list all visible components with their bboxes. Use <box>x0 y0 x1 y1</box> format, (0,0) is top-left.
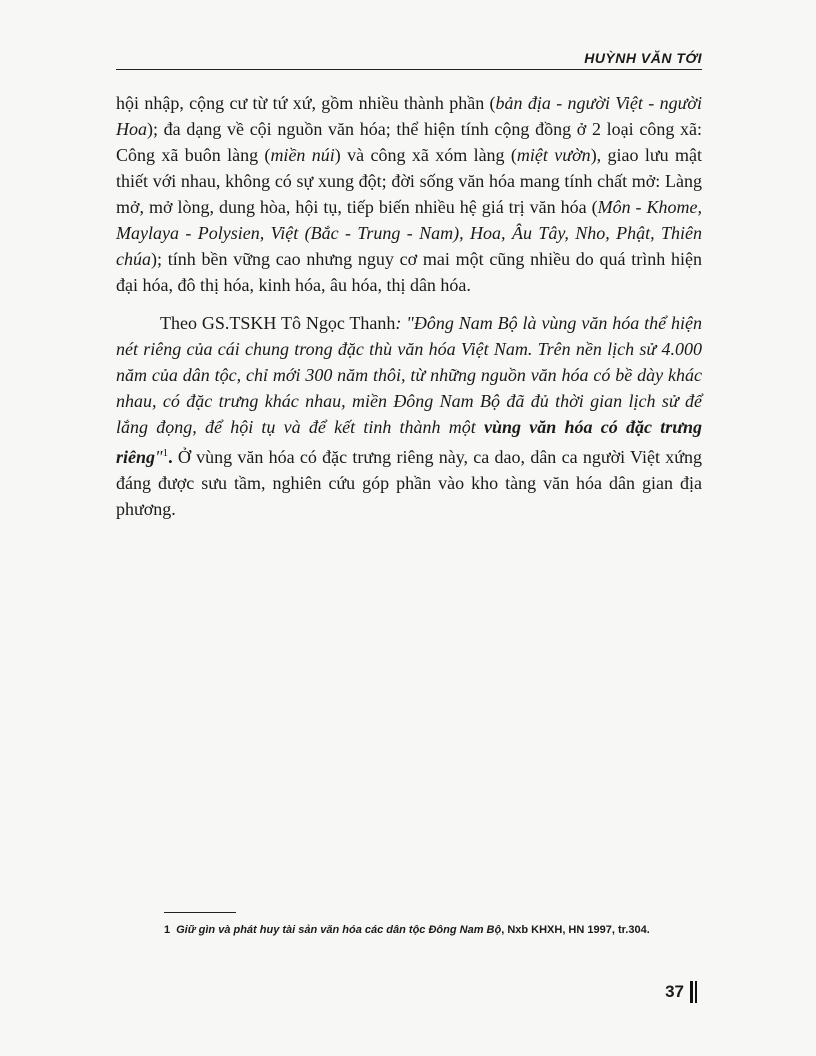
footnote <box>164 922 700 939</box>
italic-run: Môn - Khome, Maylaya - Polysien, Việt (Bắc - Trung - Nam), Hoa, Âu Tây, Nho, Phật, Thiên chúa <box>116 197 703 269</box>
text-run: . <box>168 447 173 467</box>
text-run: ) và công xã xóm làng ( <box>334 145 517 165</box>
footnote-citation: , Nxb KHXH, HN 1997, tr.304. <box>501 924 650 936</box>
italic-run: bản địa - người Việt - người Hoa <box>116 93 702 139</box>
text-run: ), giao lưu mật thiết với nhau, không có sự xung đột; đời sống văn hóa mang tính chất mở: Làng mở, mở lòng, dung hòa, hội tụ, tiếp biến nhiều hệ giá trị văn hóa ( <box>116 145 703 217</box>
footnote-rule <box>164 912 236 913</box>
footnote-number: 1 <box>164 924 171 936</box>
header-rule <box>116 69 702 70</box>
quote-close: " <box>155 447 163 467</box>
paragraph-2 <box>116 310 702 522</box>
italic-run: miệt vườn <box>516 145 591 165</box>
text-run: Theo GS.TSKH Tô Ngọc Thanh <box>160 313 396 333</box>
footnote-ref[interactable]: 1 <box>162 447 169 459</box>
page-number-bars <box>690 981 698 1003</box>
footnote-title: Giữ gìn và phát huy tài sản văn hóa các dân tộc Đông Nam Bộ <box>176 924 502 936</box>
text-run: ); tính bền vững cao nhưng nguy cơ mai một cũng nhiều do quá trình hiện đại hóa, đô thị hóa, kinh hóa, âu hóa, thị dân hóa. <box>116 249 702 295</box>
text-run: Ở vùng văn hóa có đặc trưng riêng này, ca dao, dân ca người Việt xứng đáng được sưu tầm, nghiên cứu góp phần vào kho tàng văn hóa dân gian địa phương. <box>116 447 702 519</box>
quote-italic: : "Đông Nam Bộ là vùng văn hóa thể hiện nét riêng của cái chung trong đặc thù văn hóa Việt Nam. Trên nền lịch sử 4.000 năm của dân tộc, chỉ mới 300 năm thôi, từ những nguồn văn hóa có bề dày khác nhau, có đặc trưng khác nhau, miền Đông Nam Bộ đã đủ thời gian lịch sử để lắng đọng, để hội tụ và để kết tinh thành một <box>116 313 702 437</box>
quote-bold-italic: vùng văn hóa có đặc trưng riêng <box>116 417 702 467</box>
body-text <box>116 90 702 522</box>
text-run: hội nhập, cộng cư từ tứ xứ, gồm nhiều thành phần ( <box>116 93 496 113</box>
page-number: 37 <box>665 982 684 1001</box>
running-header-title: HUỲNH VĂN TỚI <box>584 50 702 66</box>
paragraph-1 <box>116 90 702 298</box>
italic-run: miền núi <box>270 145 335 165</box>
text-run: ); đa dạng về cội nguồn văn hóa; thể hiện tính cộng đồng ở 2 loại công xã: Công xã buôn làng ( <box>116 119 702 165</box>
